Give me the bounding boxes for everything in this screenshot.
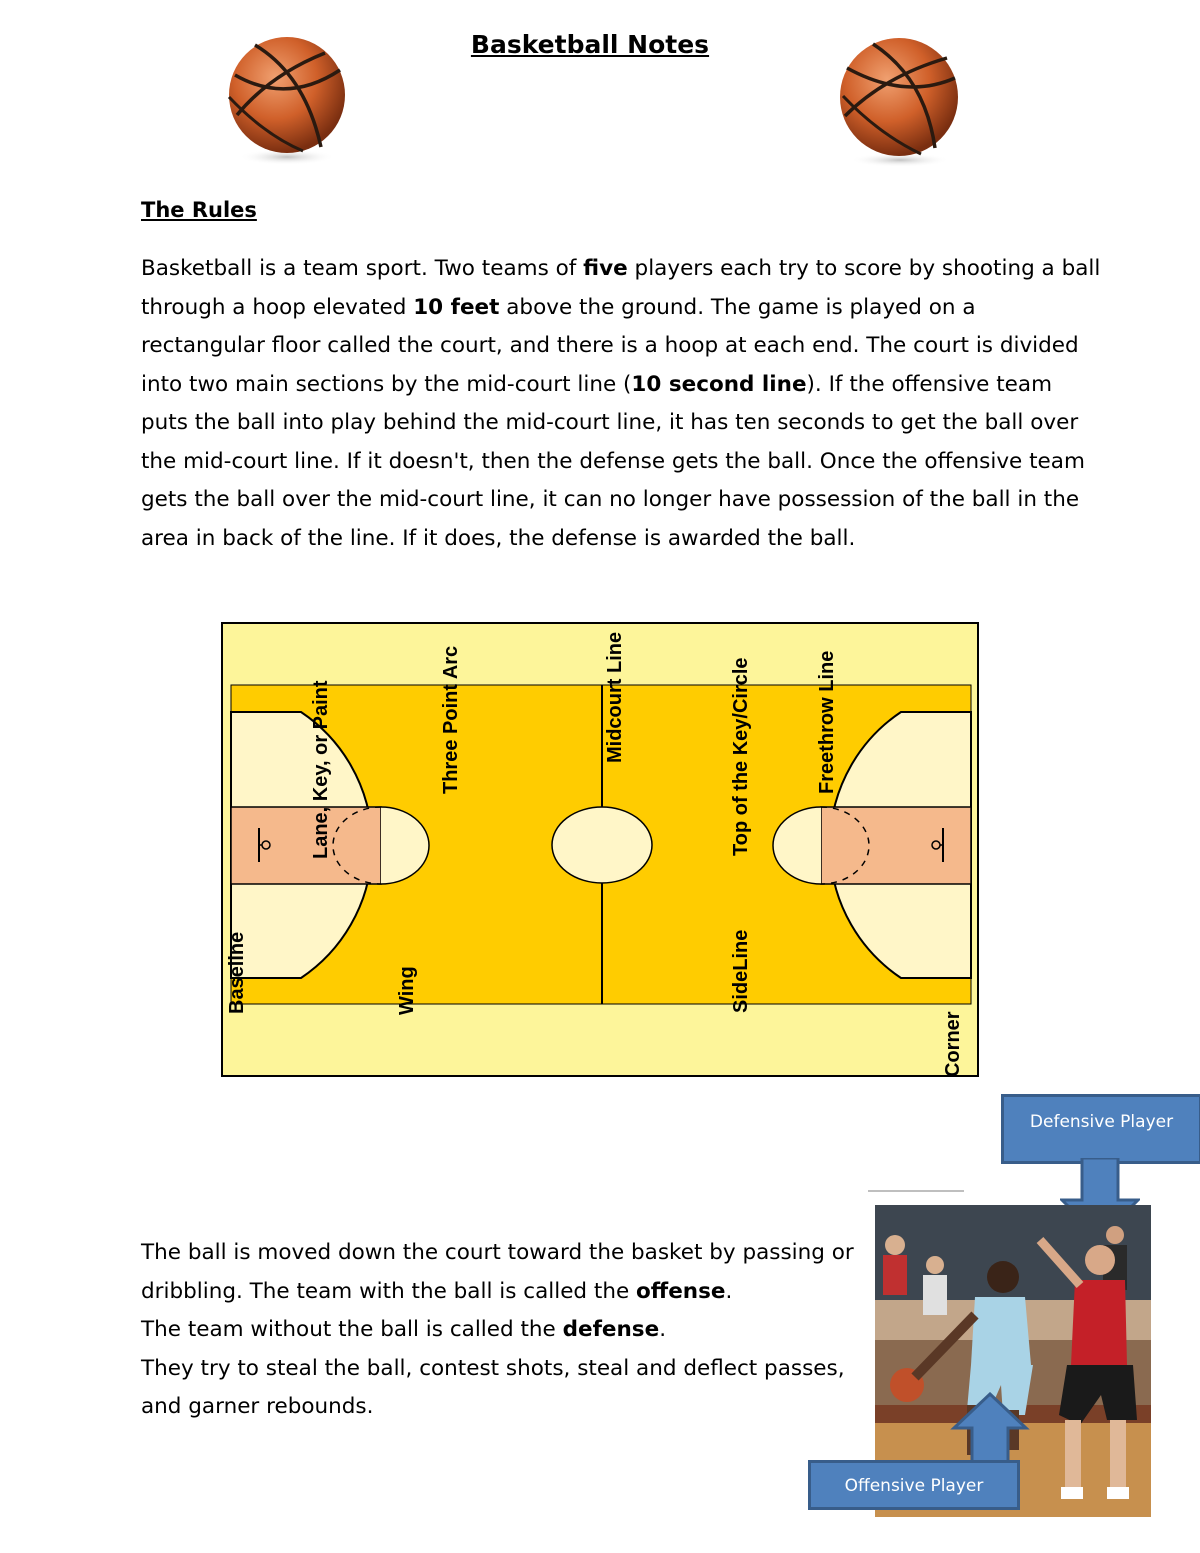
label-wing: Wing [396,966,418,1015]
label-top-of-key: Top of the Key/Circle [730,657,752,856]
label-freethrow: Freethrow Line [816,650,838,794]
bold-run: 10 second line [631,371,807,397]
label-sideline: SideLine [730,929,752,1013]
center-circle [552,807,652,883]
arrow-up-icon [950,1392,1030,1464]
court-diagram [221,622,979,1078]
divider-line [868,1186,964,1192]
label-three-point: Three Point Arc [440,645,462,794]
text-run: ). If the offensive team puts the ball into play behind the mid-court line, it has ten seconds to get the ball over the mid-court line. If it doesn't, then the defense gets the ball. Once the offensive team gets the ball over the mid-court line, it can no longer have possession of the ball in the area in back of the line. If it does, the defense is awarded the ball. [141,371,1085,551]
text-run: above the ground. The game is played on a rectangular floor called the court, and there is a hoop at each end. The court is divided into two main sections by the mid-court line ( [141,294,1079,397]
bold-run: 10 feet [413,294,500,320]
offensive-player-callout: Offensive Player [808,1460,1020,1510]
section-heading-rules: The Rules [141,198,257,222]
text-run: . [659,1317,667,1342]
text-run: Basketball is a team sport. Two teams of [141,256,584,281]
defensive-player-callout: Defensive Player [1001,1094,1200,1164]
label-lane: Lane, Key, or Paint [310,680,332,859]
offense-defense-paragraph [141,1234,871,1427]
text-run: They try to steal the ball, contest shots, steal and deflect passes, and garner rebounds. [141,1355,845,1419]
text-run: . [725,1278,733,1304]
bold-run: defense [562,1317,660,1342]
lane-right [821,807,971,884]
label-baseline: Baseline [226,931,248,1014]
text-run: The ball is moved down the court toward the basket by passing or dribbling. The team with the ball is called the [141,1240,854,1304]
label-corner: Corner [942,1011,964,1077]
rules-paragraph [141,250,1101,558]
page-title: Basketball Notes [470,30,710,59]
bold-run: offense [636,1278,726,1304]
bold-run: five [583,256,628,281]
lane-left [231,807,381,884]
label-midcourt: Midcourt Line [604,631,626,763]
basketball-image-left [225,35,350,170]
text-run: players each try to score by shooting a ball through a hoop elevated [141,256,1101,320]
basketball-image-right [835,38,965,170]
text-run: The team without the ball is called the [141,1317,563,1342]
